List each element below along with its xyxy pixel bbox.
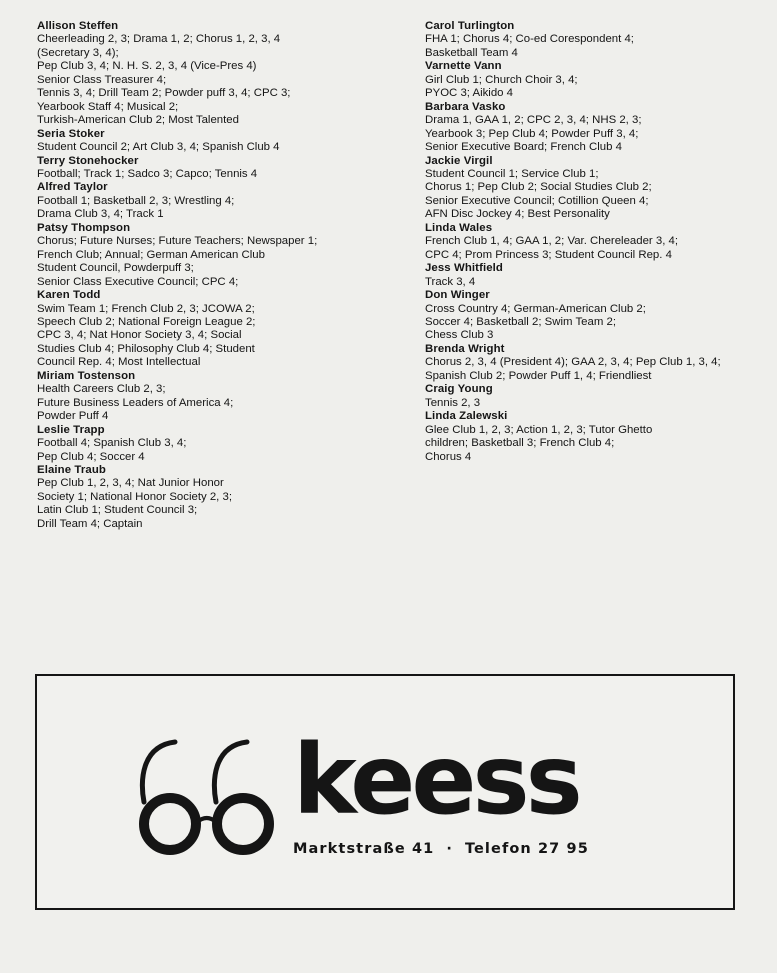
activity-line: Chorus 4 bbox=[425, 450, 472, 463]
activity-line: Senior Executive Council; Cotillion Queen 4; bbox=[425, 194, 649, 207]
activity-line: Chorus 2, 3, 4 (President 4); GAA 2, 3, 4; Pep Club 1, 3, 4; bbox=[425, 356, 721, 369]
senior-entry bbox=[425, 60, 765, 100]
activity-line: Tennis 2, 3 bbox=[425, 396, 481, 409]
activity-line: Football 4; Spanish Club 3, 4; bbox=[37, 437, 187, 450]
senior-entry bbox=[37, 424, 397, 464]
brand-wordmark: keess bbox=[293, 724, 579, 836]
student-name: Jess Whitfield bbox=[425, 262, 503, 275]
activity-line: PYOC 3; Aikido 4 bbox=[425, 87, 514, 100]
senior-entry bbox=[425, 289, 765, 343]
activity-line: Cross Country 4; German-American Club 2; bbox=[425, 302, 646, 315]
senior-entry bbox=[425, 222, 765, 262]
shop-contact bbox=[293, 841, 589, 857]
senior-entry bbox=[425, 383, 765, 410]
activity-line: Chess Club 3 bbox=[425, 329, 494, 342]
student-name: Craig Young bbox=[425, 383, 493, 396]
student-name: Leslie Trapp bbox=[37, 423, 105, 436]
activity-line: Drill Team 4; Captain bbox=[37, 517, 143, 530]
activity-line: CPC 3, 4; Nat Honor Society 3, 4; Social bbox=[37, 329, 242, 342]
activity-line: Tennis 3, 4; Drill Team 2; Powder puff 3, 4; CPC 3; bbox=[37, 87, 291, 100]
senior-entry bbox=[37, 370, 397, 424]
senior-entry bbox=[425, 343, 765, 383]
activity-line: AFN Disc Jockey 4; Best Personality bbox=[425, 208, 610, 221]
shop-phone: Telefon 27 95 bbox=[464, 841, 589, 857]
senior-entry bbox=[37, 464, 397, 531]
senior-entry bbox=[37, 181, 397, 221]
activity-line: French Club 1, 4; GAA 1, 2; Var. Chereleader 3, 4; bbox=[425, 235, 679, 248]
student-name: Don Winger bbox=[425, 289, 490, 302]
student-name: Jackie Virgil bbox=[425, 154, 493, 167]
activity-line: FHA 1; Chorus 4; Co-ed Corespondent 4; bbox=[425, 33, 634, 46]
activity-line: Drama 1, GAA 1, 2; CPC 2, 3, 4; NHS 2, 3; bbox=[425, 114, 642, 127]
activity-line: Chorus 1; Pep Club 2; Social Studies Club 2; bbox=[425, 181, 652, 194]
student-name: Barbara Vasko bbox=[425, 100, 506, 113]
activity-line: CPC 4; Prom Princess 3; Student Council Rep. 4 bbox=[425, 248, 672, 261]
senior-entry bbox=[425, 155, 765, 222]
activity-line: Pep Club 1, 2, 3, 4; Nat Junior Honor bbox=[37, 477, 224, 490]
activity-line: Student Council 1; Service Club 1; bbox=[425, 167, 599, 180]
senior-entry bbox=[425, 410, 765, 464]
student-name: Miriam Tostenson bbox=[37, 369, 136, 382]
student-name: Linda Zalewski bbox=[425, 410, 508, 423]
activity-line: Yearbook Staff 4; Musical 2; bbox=[37, 100, 179, 113]
activity-line: Track 3, 4 bbox=[425, 275, 476, 288]
activity-line: Student Council, Powderpuff 3; bbox=[37, 262, 194, 275]
student-name: Seria Stoker bbox=[37, 127, 105, 140]
activity-line: Basketball Team 4 bbox=[425, 46, 518, 59]
activity-line: Speech Club 2; National Foreign League 2; bbox=[37, 315, 256, 328]
activity-line: Pep Club 3, 4; N. H. S. 2, 3, 4 (Vice-Pres 4) bbox=[37, 60, 257, 73]
senior-entry bbox=[425, 262, 765, 289]
activity-line: Swim Team 1; French Club 2, 3; JCOWA 2; bbox=[37, 302, 255, 315]
activity-line: Future Business Leaders of America 4; bbox=[37, 396, 234, 409]
senior-entry bbox=[37, 222, 397, 289]
activity-line: Council Rep. 4; Most Intellectual bbox=[37, 356, 201, 369]
senior-entry bbox=[37, 155, 397, 182]
student-name: Terry Stonehocker bbox=[37, 154, 139, 167]
activity-line: Senior Class Executive Council; CPC 4; bbox=[37, 275, 239, 288]
student-name: Varnette Vann bbox=[425, 60, 502, 73]
activity-line: (Secretary 3, 4); bbox=[37, 46, 119, 59]
student-name: Elaine Traub bbox=[37, 463, 106, 476]
activity-line: Cheerleading 2, 3; Drama 1, 2; Chorus 1, 2, 3, 4 bbox=[37, 33, 281, 46]
activity-line: Girl Club 1; Church Choir 3, 4; bbox=[425, 73, 578, 86]
senior-entry bbox=[425, 20, 765, 60]
activity-line: French Club; Annual; German American Club bbox=[37, 248, 265, 261]
student-name: Brenda Wright bbox=[425, 342, 505, 355]
senior-entry bbox=[425, 101, 765, 155]
student-name: Carol Turlington bbox=[425, 20, 515, 32]
activity-line: Chorus; Future Nurses; Future Teachers; Newspaper 1; bbox=[37, 235, 318, 248]
senior-entry bbox=[37, 20, 397, 128]
contact-separator: · bbox=[446, 841, 453, 857]
activity-line: Latin Club 1; Student Council 3; bbox=[37, 504, 198, 517]
activity-line: Football 1; Basketball 2, 3; Wrestling 4; bbox=[37, 194, 235, 207]
shop-address: Marktstraße 41 bbox=[293, 841, 435, 857]
activity-line: Society 1; National Honor Society 2, 3; bbox=[37, 490, 233, 503]
student-name: Linda Wales bbox=[425, 221, 493, 234]
senior-list-right-column bbox=[425, 20, 765, 464]
keess-advertisement bbox=[35, 674, 735, 910]
activity-line: Studies Club 4; Philosophy Club 4; Student bbox=[37, 342, 255, 355]
eyeglasses-icon bbox=[137, 734, 283, 860]
activity-line: Pep Club 4; Soccer 4 bbox=[37, 450, 145, 463]
activity-line: Football; Track 1; Sadco 3; Capco; Tennis 4 bbox=[37, 167, 258, 180]
student-name: Karen Todd bbox=[37, 289, 101, 302]
activity-line: Glee Club 1, 2, 3; Action 1, 2, 3; Tutor Ghetto bbox=[425, 423, 653, 436]
activity-line: Soccer 4; Basketball 2; Swim Team 2; bbox=[425, 315, 616, 328]
activity-line: children; Basketball 3; French Club 4; bbox=[425, 437, 615, 450]
activity-line: Turkish-American Club 2; Most Talented bbox=[37, 114, 239, 127]
student-name: Allison Steffen bbox=[37, 20, 119, 32]
activity-line: Senior Executive Board; French Club 4 bbox=[425, 141, 622, 154]
activity-line: Drama Club 3, 4; Track 1 bbox=[37, 208, 164, 221]
senior-list-left-column bbox=[37, 20, 397, 531]
senior-entry bbox=[37, 128, 397, 155]
activity-line: Powder Puff 4 bbox=[37, 410, 109, 423]
activity-line: Senior Class Treasurer 4; bbox=[37, 73, 167, 86]
senior-entry bbox=[37, 289, 397, 370]
student-name: Patsy Thompson bbox=[37, 221, 131, 234]
activity-line: Yearbook 3; Pep Club 4; Powder Puff 3, 4; bbox=[425, 127, 639, 140]
activity-line: Spanish Club 2; Powder Puff 1, 4; Friendliest bbox=[425, 369, 652, 382]
activity-line: Health Careers Club 2, 3; bbox=[37, 383, 166, 396]
activity-line: Student Council 2; Art Club 3, 4; Spanish Club 4 bbox=[37, 141, 280, 154]
student-name: Alfred Taylor bbox=[37, 181, 108, 194]
